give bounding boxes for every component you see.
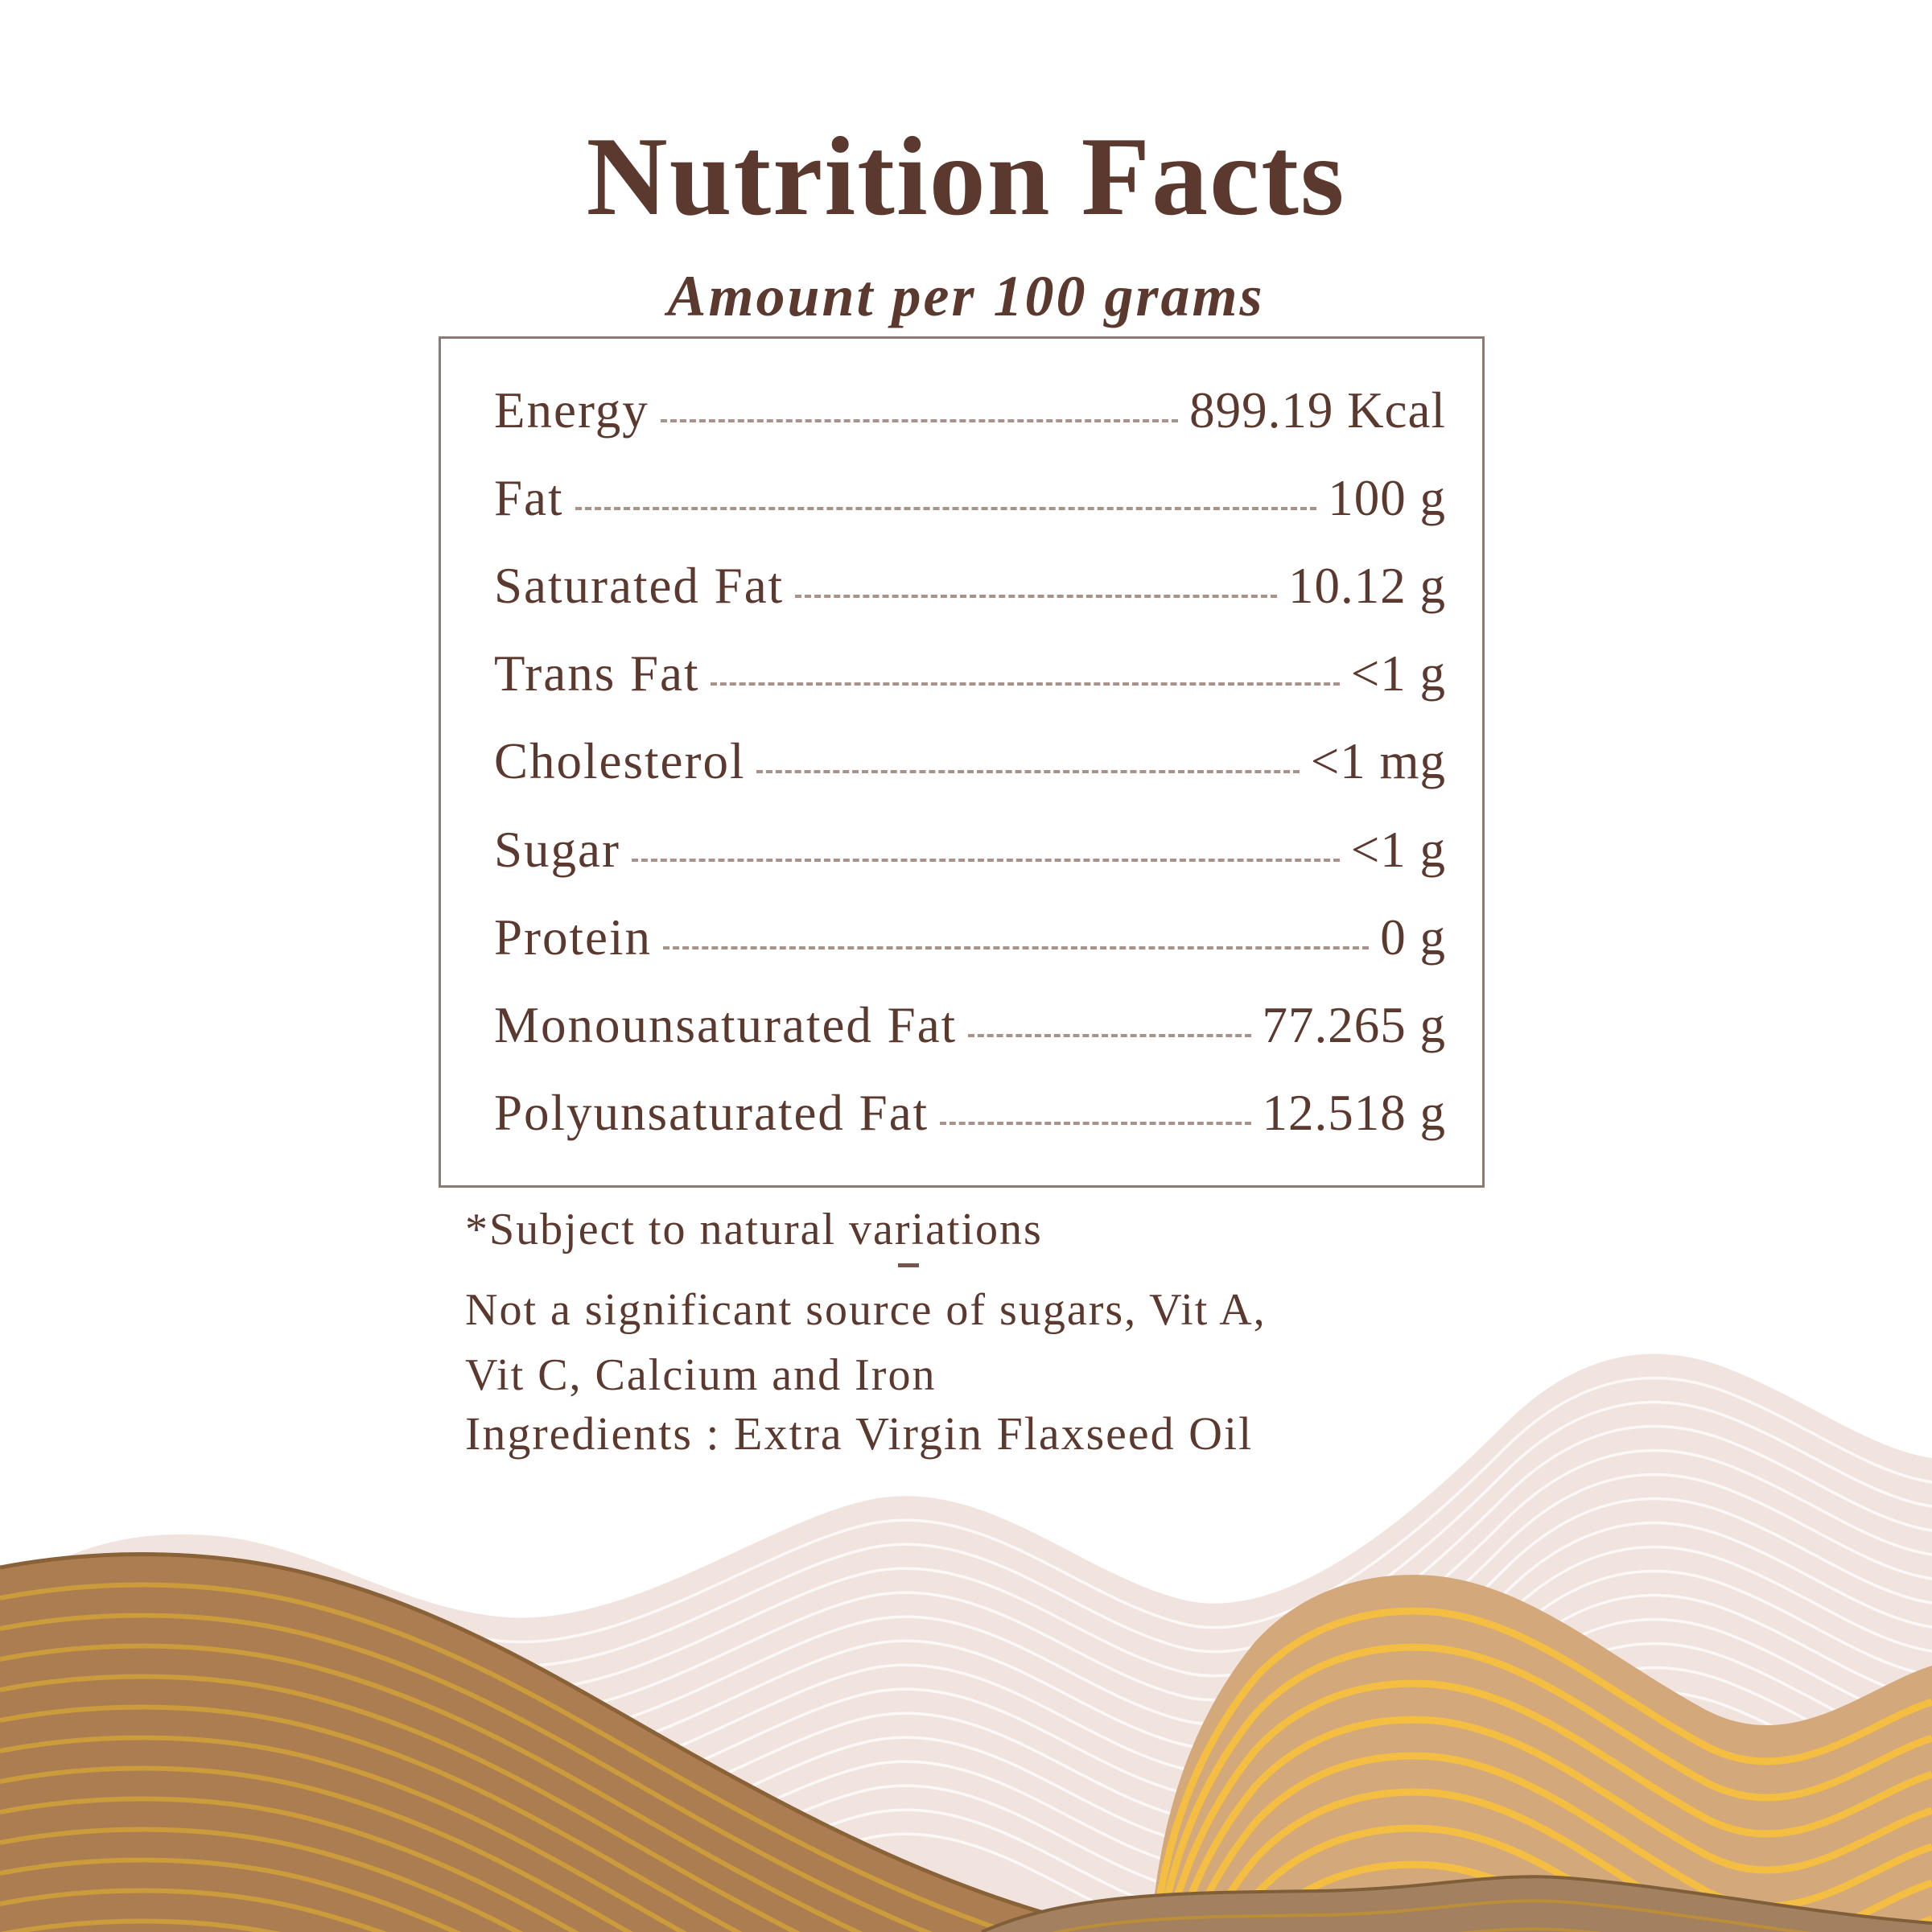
row-label: Sugar <box>494 821 620 878</box>
dotted-leader <box>663 946 1369 950</box>
dotted-leader <box>940 1122 1250 1125</box>
footnote-significance-line2: Vit C, Calcium and Iron <box>465 1350 937 1401</box>
row-value: 0 g <box>1380 908 1446 966</box>
dotted-leader <box>575 507 1317 510</box>
footnote-ingredients: Ingredients : Extra Virgin Flaxseed Oil <box>465 1407 1254 1460</box>
row-value: 10.12 g <box>1288 558 1446 615</box>
dotted-leader <box>661 419 1178 422</box>
table-row-polyunsaturated-fat <box>494 1084 1446 1141</box>
table-row-saturated-fat <box>494 558 1446 615</box>
row-value: <1 g <box>1350 645 1446 702</box>
row-label: Saturated Fat <box>494 558 785 615</box>
table-row-sugar <box>494 821 1446 878</box>
stray-dash-mark <box>898 1263 919 1267</box>
table-row-trans-fat <box>494 645 1446 702</box>
row-value: 12.518 g <box>1262 1084 1446 1141</box>
dotted-leader <box>795 595 1277 598</box>
page-subtitle: Amount per 100 grams <box>667 264 1265 328</box>
footnote-significance-line1: Not a significant source of sugars, Vit A, <box>465 1285 1267 1335</box>
table-row-cholesterol <box>494 733 1446 790</box>
footnote-significance <box>465 1278 1551 1408</box>
row-label: Protein <box>494 908 652 966</box>
page-title: Nutrition Facts <box>586 114 1346 239</box>
row-value: 899.19 Kcal <box>1189 382 1446 439</box>
dotted-leader <box>711 682 1339 686</box>
table-row-fat <box>494 470 1446 527</box>
dotted-leader <box>632 859 1340 862</box>
row-label: Monounsaturated Fat <box>494 996 958 1053</box>
footnote-variation: *Subject to natural variations <box>465 1205 1043 1254</box>
table-row-energy <box>494 382 1446 439</box>
row-value: <1 mg <box>1310 733 1446 790</box>
row-value: 77.265 g <box>1262 996 1446 1053</box>
row-label: Fat <box>494 470 564 527</box>
row-value: <1 g <box>1350 821 1446 878</box>
row-label: Energy <box>494 382 649 439</box>
row-label: Cholesterol <box>494 733 746 790</box>
table-row-monounsaturated-fat <box>494 996 1446 1053</box>
dotted-leader <box>756 770 1299 773</box>
nutrition-table <box>439 336 1485 1188</box>
table-row-protein <box>494 908 1446 966</box>
row-label: Polyunsaturated Fat <box>494 1084 929 1141</box>
row-label: Trans Fat <box>494 645 700 702</box>
dotted-leader <box>968 1034 1250 1037</box>
row-value: 100 g <box>1328 470 1446 527</box>
